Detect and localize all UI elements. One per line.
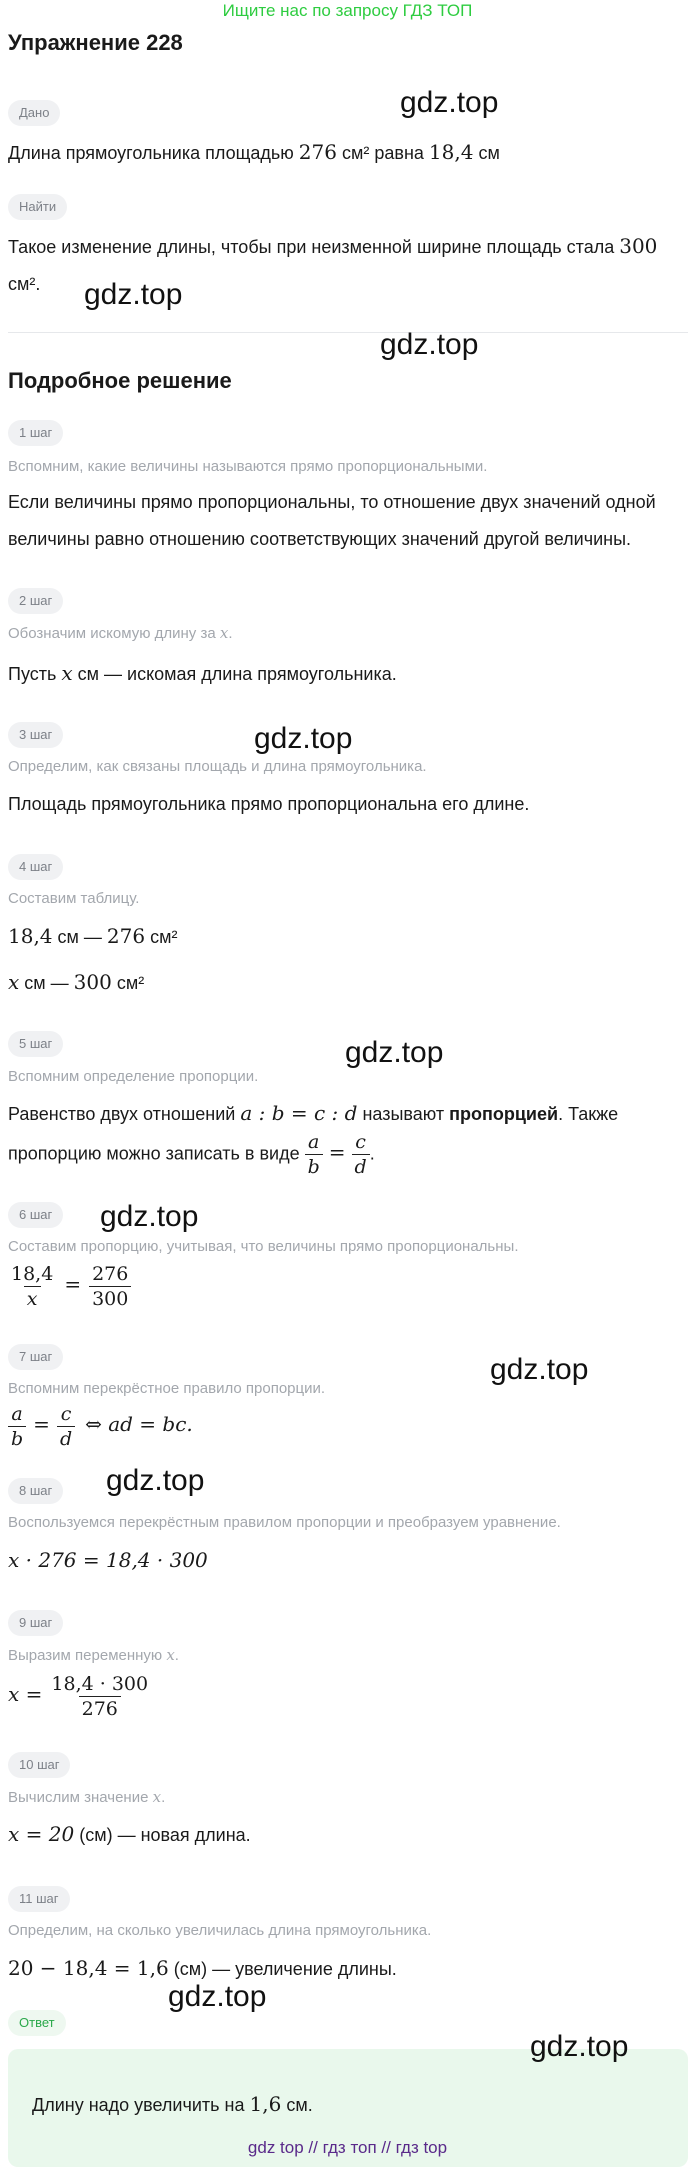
step-2-badge: 2 шаг — [8, 588, 63, 614]
step-3-text: Площадь прямоугольника прямо пропорциональна его длине. — [8, 794, 530, 814]
step-2-hint: Обозначим искомую длину за x. — [8, 624, 233, 642]
watermark: gdz.top — [84, 278, 183, 311]
step-8-formula: x · 276 = 18,4 · 300 — [8, 1548, 208, 1572]
answer-text: Длину надо увеличить на 1,6 см. — [32, 2092, 313, 2116]
step-4-row-2: x см — 300 см² — [8, 970, 145, 994]
step-2-text: Пусть x см — искомая длина прямоугольника. — [8, 661, 397, 685]
step-4-badge: 4 шаг — [8, 854, 63, 880]
step-6-hint: Составим пропорцию, учитывая, что величины прямо пропорциональны. — [8, 1238, 519, 1255]
top-banner[interactable]: Ищите нас по запросу ГДЗ ТОП — [222, 1, 473, 20]
step-9-formula: x = $\frac{18,4 \cdot 300}{276}$ — [8, 1673, 149, 1720]
watermark: gdz.top — [490, 1353, 589, 1386]
watermark: gdz.top — [380, 328, 479, 361]
watermark: gdz.top — [400, 86, 499, 119]
step-7-hint: Вспомним перекрёстное правило пропорции. — [8, 1380, 326, 1397]
watermark: gdz.top — [168, 1980, 267, 2013]
step-8-badge: 8 шаг — [8, 1478, 63, 1504]
step-11-badge: 11 шаг — [8, 1886, 70, 1912]
step-1-hint: Вспомним, какие величины называются прямо пропорциональными. — [8, 458, 488, 475]
page-title: Упражнение 228 — [8, 30, 183, 55]
solution-title: Подробное решение — [8, 368, 232, 393]
step-5-hint: Вспомним определение пропорции. — [8, 1068, 259, 1085]
watermark: gdz.top — [530, 2030, 629, 2063]
step-3-badge: 3 шаг — [8, 722, 63, 748]
step-10-hint: Вычислим значение x. — [8, 1788, 166, 1806]
answer-badge: Ответ — [8, 2010, 66, 2036]
step-1-badge: 1 шаг — [8, 420, 63, 446]
find-text: Такое изменение длины, чтобы при неизменной ширине площадь стала 300 см². — [8, 234, 658, 294]
step-6-formula: $\frac{18,4}{x}$ = $\frac{276}{300}$ — [8, 1262, 131, 1311]
watermark: gdz.top — [106, 1464, 205, 1497]
step-9-badge: 9 шаг — [8, 1610, 63, 1636]
watermark: gdz.top — [100, 1200, 199, 1233]
step-11-hint: Определим, на сколько увеличилась длина прямоугольника. — [8, 1922, 432, 1939]
find-badge: Найти — [8, 194, 67, 220]
step-5-badge: 5 шаг — [8, 1031, 63, 1057]
step-6-badge: 6 шаг — [8, 1202, 63, 1228]
step-5-line-2: пропорцию можно записать в виде $\frac{a}{b}$ = $\frac{c}{d}$ . — [8, 1131, 375, 1178]
step-3-hint: Определим, как связаны площадь и длина прямоугольника. — [8, 758, 427, 775]
given-badge: Дано — [8, 100, 60, 126]
step-10-formula: x = 20 (см) — новая длина. — [8, 1822, 251, 1846]
step-7-formula: $\frac{a}{b}$ = $\frac{c}{d}$ ⇔ ad = bc. — [8, 1402, 193, 1451]
step-7-badge: 7 шаг — [8, 1344, 63, 1370]
step-10-badge: 10 шаг — [8, 1752, 70, 1778]
watermark: gdz.top — [254, 722, 353, 755]
step-11-formula: 20 − 18,4 = 1,6 (см) — увеличение длины. — [8, 1956, 397, 1980]
footer-links[interactable]: gdz top // гдз топ // гдз top — [247, 2138, 448, 2157]
step-4-hint: Составим таблицу. — [8, 890, 140, 907]
step-5-line-1: Равенство двух отношений a : b = c : d называют пропорцией. Также — [8, 1101, 619, 1125]
watermark: gdz.top — [345, 1036, 444, 1069]
divider — [8, 332, 688, 333]
given-text: Длина прямоугольника площадью 276 см² равна 18,4 см — [8, 140, 500, 164]
step-8-hint: Воспользуемся перекрёстным правилом пропорции и преобразуем уравнение. — [8, 1514, 561, 1531]
step-1-text: Если величины прямо пропорциональны, то отношение двух значений одной величины равно отношению соответствующих значений другой величины. — [8, 492, 656, 549]
step-9-hint: Выразим переменную x. — [8, 1646, 179, 1664]
step-4-row-1: 18,4 см — 276 см² — [8, 924, 178, 948]
